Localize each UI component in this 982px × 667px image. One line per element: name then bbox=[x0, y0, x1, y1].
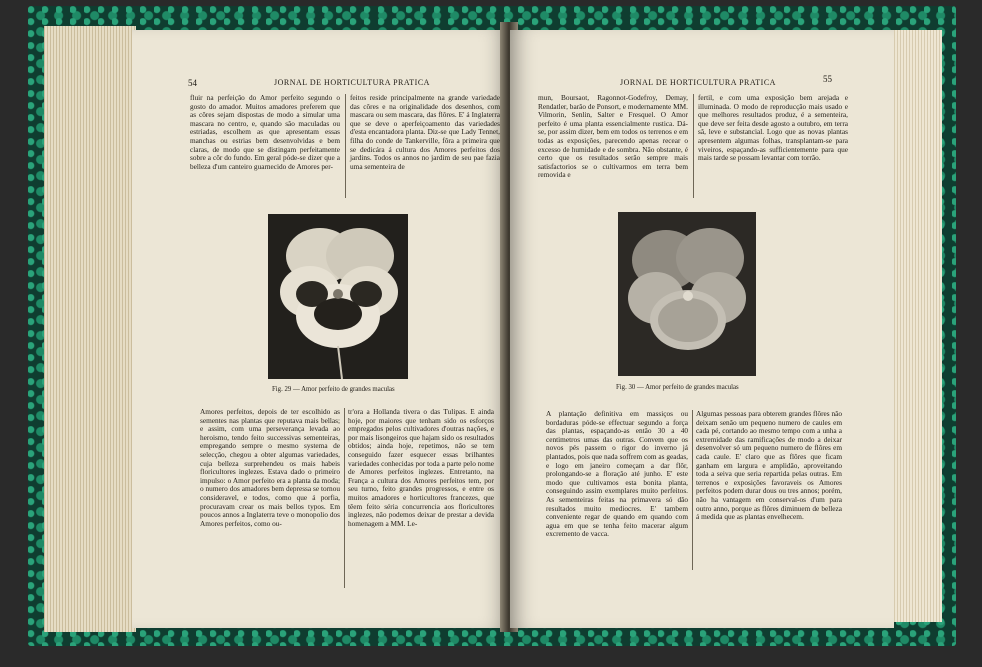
column-rule bbox=[345, 94, 346, 198]
left-upper-col1 bbox=[190, 94, 340, 171]
right-page bbox=[510, 30, 894, 628]
left-lower-col1 bbox=[200, 408, 340, 528]
column-rule bbox=[344, 408, 345, 588]
paragraph: Algumas pessoas para obterem grandes flôres não deixam senão um pequeno numero de caules em cada pé, cortando ao mesmo tempo com a unha a extremidade das ramificações de modo a deixar desenvolver só um pequeno numero de flôres em cada caule. E' claro que as flôres que ficam ganham em largura e amplidão, aproveitando toda a seiva que seria repartida pelas outras. Em terrenos e exposições favoraveis os Amores perfeitos podem durar dous ou tres annos; porém, não ha vantagem em conserval-os d'um para outro anno, porque as flôres diminuem de belleza á medida que as plantas envelhecem. bbox=[696, 409, 842, 522]
left-lower-col2 bbox=[348, 408, 494, 528]
paragraph: A plantação definitiva em massiços ou bordaduras póde-se effectuar segundo a força das plantas, espaçando-as então 30 a 40 centimetros umas das outras. Convem que os novos pés passem o rigor do inverno já plantados, pois que nada soffrem com as geadas, e logo em janeiro começam a dar flôr, prolongando-se a floração até junho. E' este modo que cultivamos esta bonita planta, conseguindo assim exemplares muito perfeitos. As sementeiras feitas na primavera só dão resultados muito mediocres. E' tambem conveniente regar de quando em quando com agua em que se tenha feito macerar algum excremento de vacca. bbox=[546, 409, 688, 539]
right-lower-col1 bbox=[546, 410, 688, 539]
paragraph: feitos reside principalmente na grande variedade das côres e na originalidade dos desenhos, com mascara ou sem mascara, das flôres. E' á Inglaterra que se deve o aperfeiçoamento das variedades d'esta encantadora planta. Diz-se que Lady Tennet, filha do conde de Tankerville, fôra a primeira que se dedicára á cultura dos Amores perfeitos dos jardins. Todos os annos no jardim de seu pae fazia uma sementeira de bbox=[350, 93, 500, 171]
paragraph: tr'ora a Hollanda tivera o das Tulipas. E ainda hoje, por maiores que tenham sido os esforços empregados pelos cultivadores d'outras nações, e por mais lisongeiros que hajam sido os resultados obtidos; ainda hoje, repetimos, não se tem conseguido fazer esquecer essas brilhantes variedades conhecidas por toda a parte pelo nome de Amores perfeitos inglezes. Entretanto, na França a cultura dos Amores perfeitos tem, por seu turno, feito grandes progressos, e entre os muitos amadores e horticultores francezes, que têem feito séria concurrencia aos floricultores inglezes, não podemos deixar de prestar a devida homenagem a MM. Le- bbox=[348, 407, 494, 528]
pansy-illustration bbox=[618, 212, 756, 376]
page-number-left: 54 bbox=[188, 78, 197, 88]
right-upper-col2 bbox=[698, 94, 848, 163]
page-edges-right bbox=[894, 30, 942, 622]
paragraph: Amores perfeitos, depois de ter escolhido as sementes nas plantas que reputava mais bellas; e assim, com uma perseverança levada ao heroismo, tendo feito successivas sementeiras, empregando sempre o mesmo systema de selecção, chegou a obter algumas variedades, cuja belleza surprehendeu os mais habeis floricultores inglezes. Estava dado o primeiro impulso: o Amor perfeito era a planta da moda; o numero dos amadores bem depressa se tornou consideravel, e todos, como que á porfia, procuravam crear os mais bellos typos. Em poucos annos a Inglaterra teve o monopolio dos Amores perfeitos, como ou- bbox=[200, 407, 340, 528]
column-rule bbox=[693, 94, 694, 198]
figure-30-pansy bbox=[618, 212, 756, 376]
page-number-right: 55 bbox=[823, 74, 832, 84]
paragraph: mun, Boursaot, Ragonnot-Godefroy, Demay, Rendatler, barão de Ponsort, e modernamente MM. Vilmorin, Senlin, Salter e Fresquel. O Amor perfeito é uma planta essencialmente rustica. Dá-se, por assim dizer, bem em todos os terrenos e em todas as exposições, parecendo apenas recear o excesso de humidade e de sombra. Não obstante, é certo que os resultados serão sempre mais satisfactorios se o cultivarmos em terra bem removida e bbox=[538, 93, 688, 180]
running-head-right: JORNAL DE HORTICULTURA PRATICA bbox=[620, 78, 776, 87]
running-head-left: JORNAL DE HORTICULTURA PRATICA bbox=[274, 78, 430, 87]
column-rule bbox=[692, 410, 693, 570]
right-upper-col1 bbox=[538, 94, 688, 180]
left-upper-col2 bbox=[350, 94, 500, 171]
figure-caption-left: Fig. 29 — Amor perfeito de grandes maculas bbox=[272, 386, 395, 393]
pansy-illustration bbox=[268, 214, 408, 379]
figure-caption-right: Fig. 30 — Amor perfeito de grandes maculas bbox=[616, 384, 739, 391]
left-page bbox=[132, 30, 508, 628]
right-lower-col2 bbox=[696, 410, 842, 522]
paragraph: fluir na perfeição do Amor perfeito segundo o gosto do amador. Muitos amadores preferem que as côres sejam dispostas de modo a simular uma mascara no centro, e, quando são maculadas ou estriadas, escolhem as que apresentam essas manchas ou estrias bem desenvolvidas e bem claras, de modo que se distingam perfeitamente sobre a côr do fundo. Em geral póde-se dizer que a belleza d'um canteiro guarnecido de Amores per- bbox=[190, 93, 340, 171]
figure-29-pansy bbox=[268, 214, 408, 379]
paragraph: fertil, e com uma exposição bem arejada e illuminada. O modo de reproducção mais usado e que melhores resultados produz, é a sementeira, que deve ser feita desde agosto a outubro, em terra sã, leve e substancial. Logo que as novas plantas apresentem algumas folhas, transplantam-se para viveiros, espaçando-as sufficientemente para que mais tarde se possam levantar com torrão. bbox=[698, 93, 848, 163]
page-edges-left bbox=[44, 26, 136, 632]
